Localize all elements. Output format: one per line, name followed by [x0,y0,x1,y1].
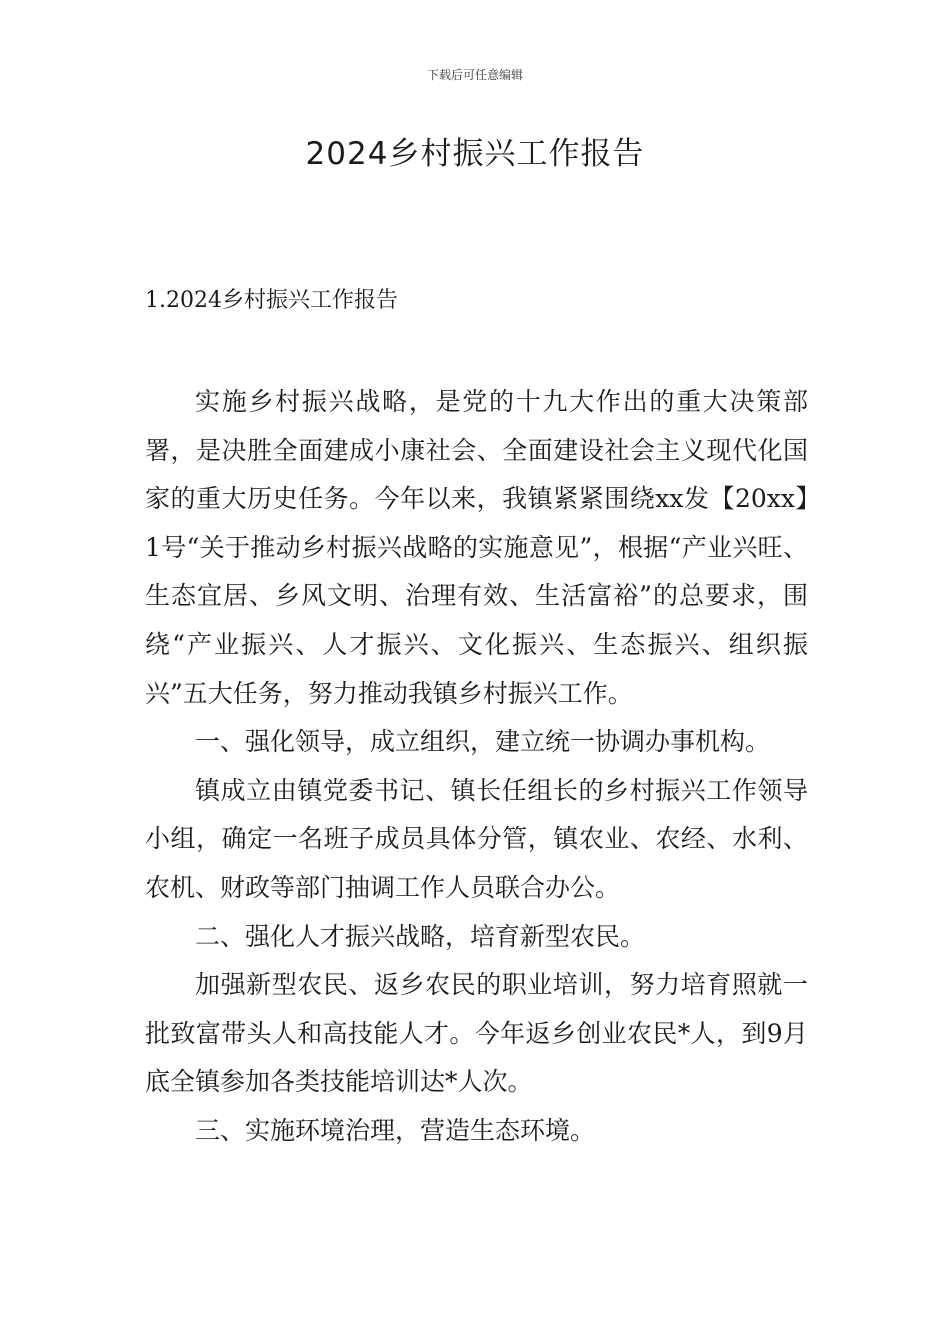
heading-environment: 三、实施环境治理，营造生态环境。 [195,1115,596,1145]
paragraph-leadership: 镇成立由镇党委书记、镇长任组长的乡村振兴工作领导小组，确定一名班子成员具体分管，镇农业、农经、水利、农机、财政等部门抽调工作人员联合办公。 [145,775,808,902]
heading-talent: 二、强化人才振兴战略，培育新型农民。 [195,921,646,951]
section-heading: 1.2024乡村振兴工作报告 [145,288,398,313]
header-note: 下载后可任意编辑 [426,68,523,82]
paragraph-intro: 实施乡村振兴战略，是党的十九大作出的重大决策部署，是决胜全面建成小康社会、全面建设社会主义现代化国家的重大历史任务。今年以来，我镇紧紧围绕xx发【20xx】1号“关于推动乡村振兴战略的实施意见”，根据“产业兴旺、生态宜居、乡风文明、治理有效、生活富裕”的总要求，围绕“产业振兴、人才振兴、文化振兴、生态振兴、组织振兴”五大任务，努力推动我镇乡村振兴工作。 [145,387,808,708]
heading-leadership: 一、强化领导，成立组织，建立统一协调办事机构。 [195,727,771,757]
document-body [145,378,808,1156]
document-title: 2024乡村振兴工作报告 [305,136,645,172]
paragraph-talent: 加强新型农民、返乡农民的职业培训，努力培育照就一批致富带头人和高技能人才。今年返乡创业农民*人，到9月底全镇参加各类技能培训达*人次。 [145,970,808,1097]
